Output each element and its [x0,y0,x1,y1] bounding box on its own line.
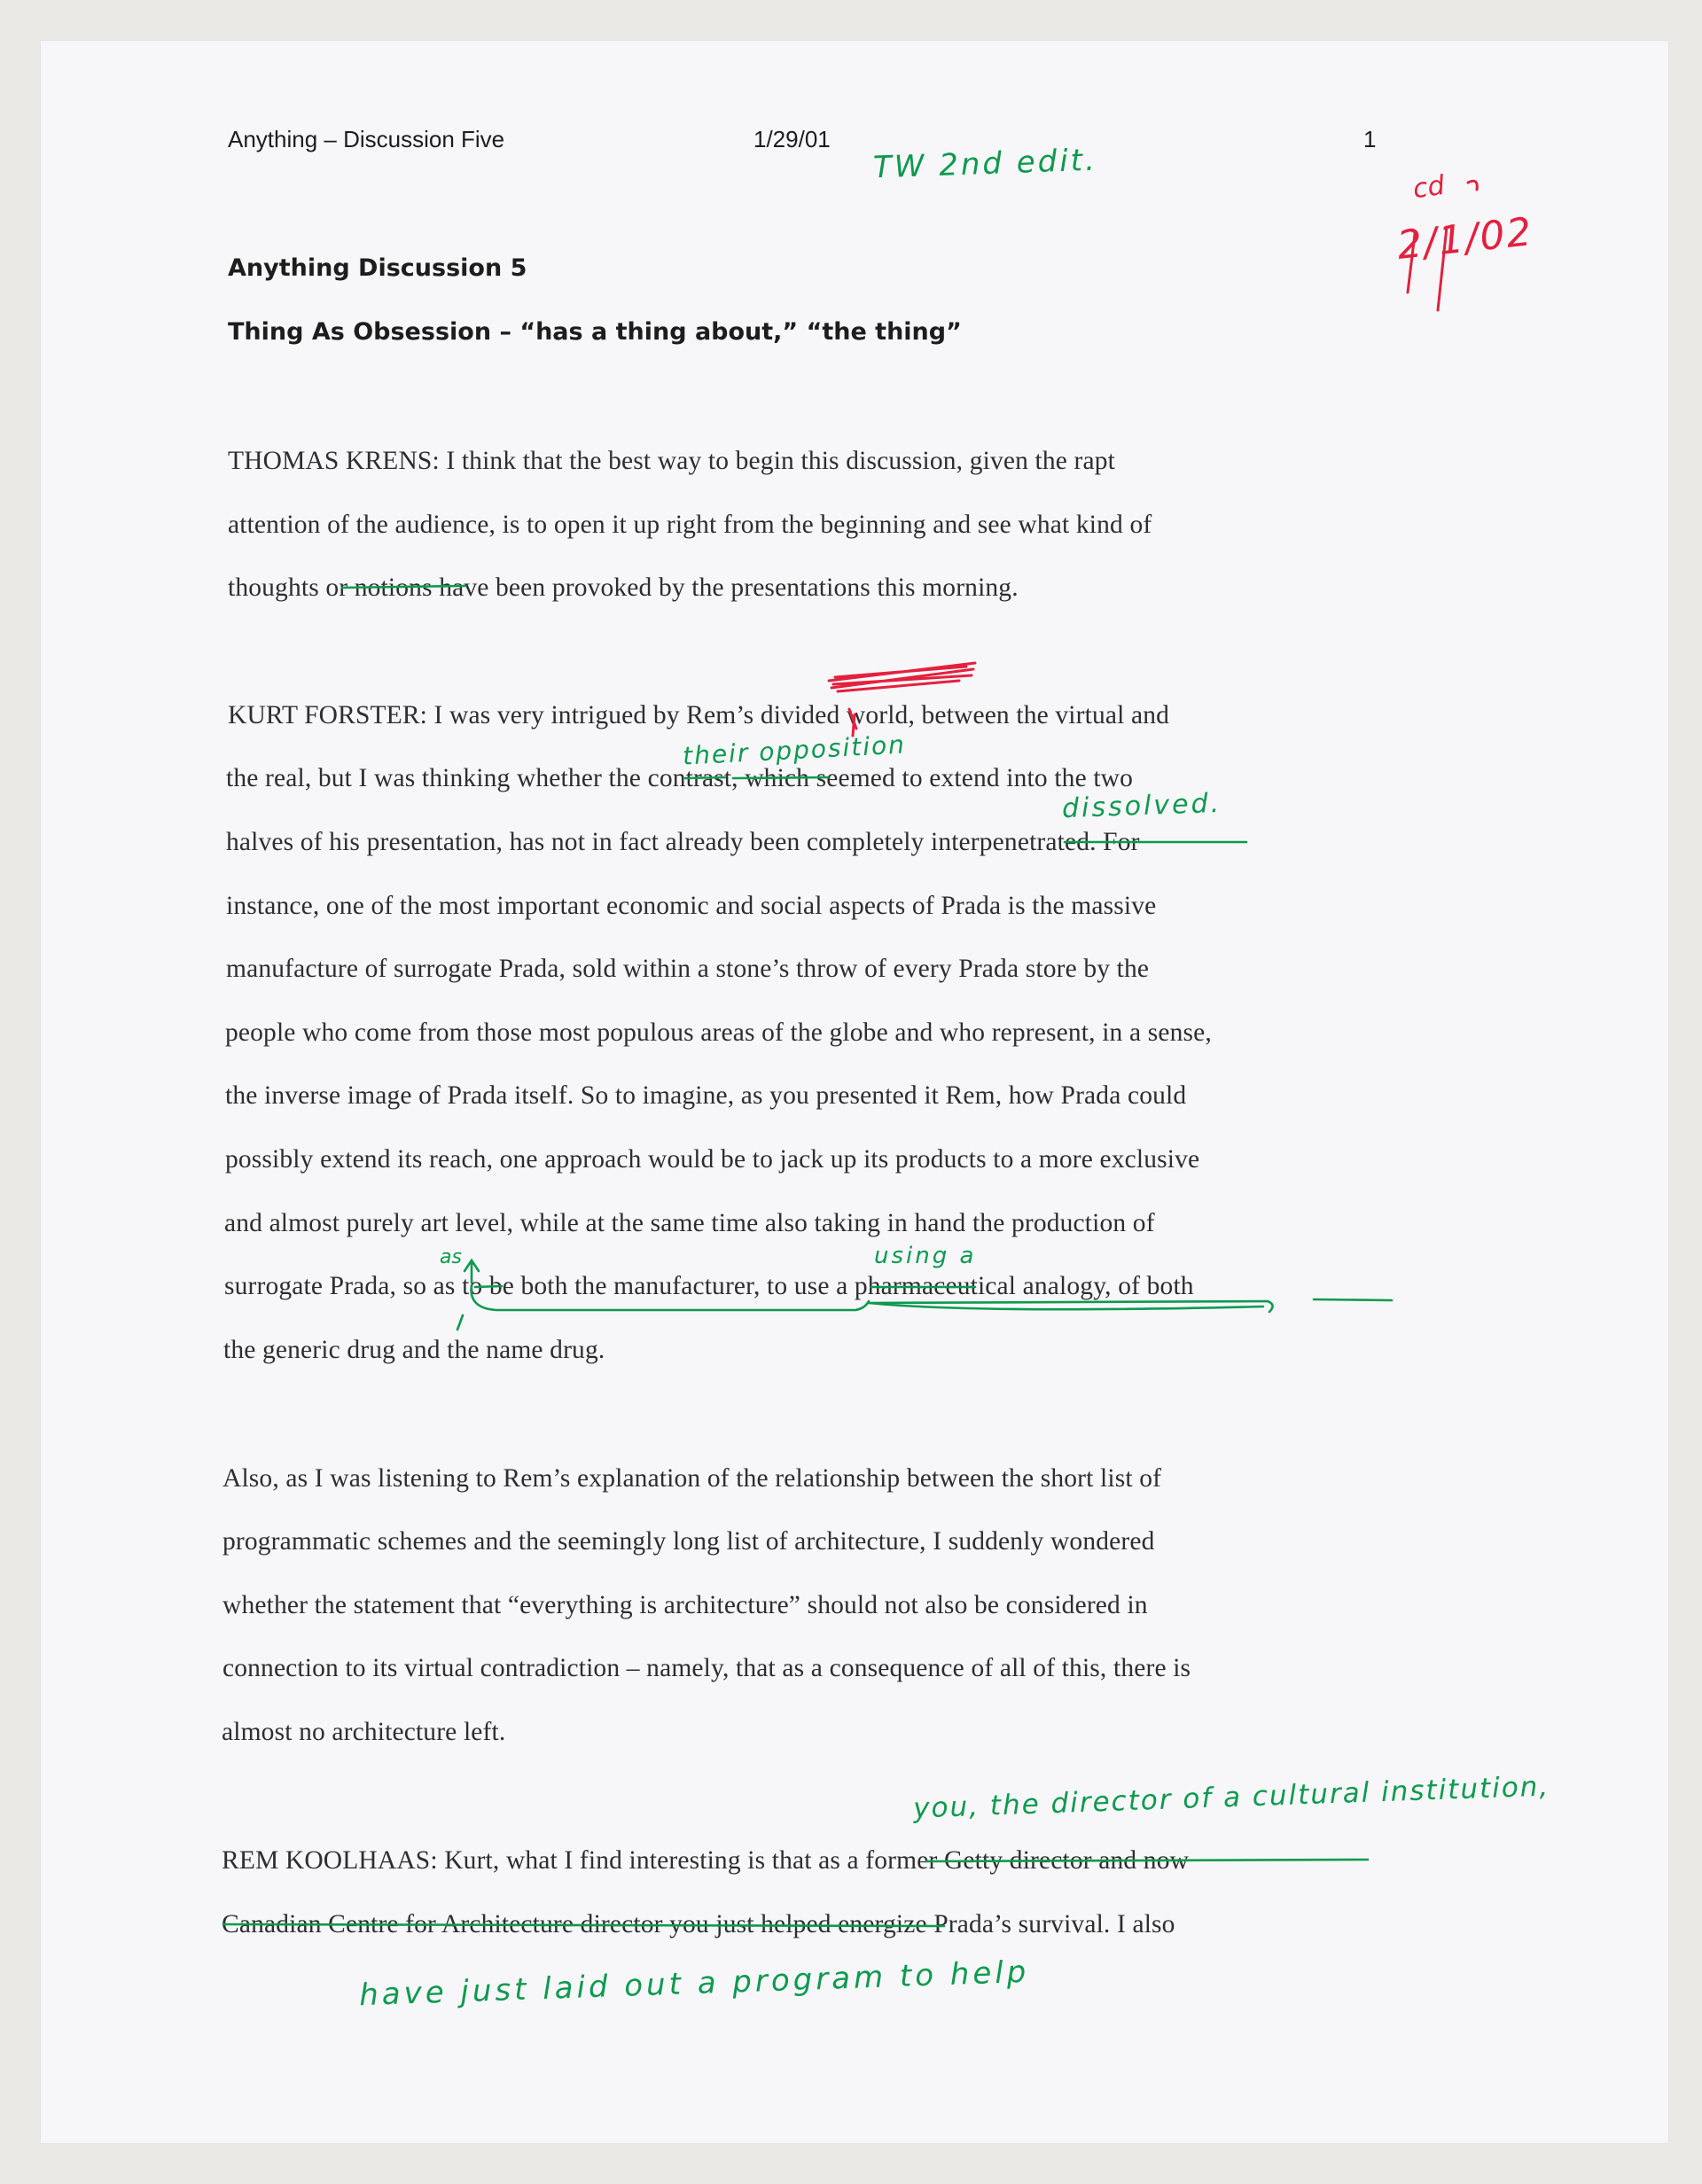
using-a-annotation: using a [874,1243,977,1269]
header-date: 1/29/01 [753,126,831,152]
dissolved-annotation: dissolved. [1061,787,1222,825]
date-annotation: 2/1/02 [1394,209,1535,269]
struck-text: nterpenetrated [938,828,1090,856]
document-title: Anything Discussion 5 [228,254,527,282]
as-annotation: as [440,1246,462,1268]
struck-text: to use a [767,1272,848,1300]
struck-text: contrast [647,764,732,792]
have-just-annotation: have just laid out a program to help [358,1954,1030,2014]
forster-line-5: manufacture of surrogate Prada, sold within a stone’s throw of every Prada store by the [226,955,1150,983]
initials-annotation: cd [1410,169,1447,206]
forster-line-6: people who come from those most populous areas of the globe and who represent, in a sense, [225,1018,1212,1047]
struck-text: Canadian Centre for Architecture director you just helped [222,1910,831,1938]
header-title: Anything – Discussion Five [228,126,505,152]
krens-line-2: attention of the audience, is to open it up right from the beginning and see what kind of [228,511,1152,539]
krens-line-1: THOMAS KRENS: I think that the best way to begin this discussion, given the rapt [228,447,1115,475]
page-number: 1 [1363,126,1377,152]
forster-line-9: and almost purely art level, while at the same time also taking in hand the production of [224,1209,1155,1237]
struck-text: as a former Getty director and now [818,1846,1190,1875]
edit-note-annotation: TW 2nd edit. [872,142,1098,186]
forster-line-10: surrogate Prada, so as to be both the manufacturer, to use a pharmaceutical analogy, of both [224,1272,1194,1300]
document-subtitle: Thing As Obsession – “has a thing about,” “the thing” [228,318,962,346]
forster-line-8: possibly extend its reach, one approach would be to jack up its products to a more exclusive [225,1145,1200,1174]
also-line-5: almost no architecture left. [222,1718,506,1746]
struck-text: as [433,1272,456,1300]
also-line-1: Also, as I was listening to Rem’s explanation of the relationship between the short list of [223,1464,1162,1493]
forster-line-3: halves of his presentation, has not in fact already been completely interpenetrated. For [226,828,1140,856]
koolhaas-line-1: REM KOOLHAAS: Kurt, what I find interesting is that as a former Getty director and now [222,1846,1190,1875]
director-annotation: you, the director of a cultural institution, [912,1770,1550,1825]
koolhaas-line-2: Canadian Centre for Architecture director you just helped energize Prada’s survival. I also [222,1910,1175,1938]
struck-text: both [1146,1272,1194,1300]
forster-line-2: the real, but I was thinking whether the contrast, which seemed to extend into the two [226,764,1134,792]
their-opposition-annotation: their opposition [682,729,907,771]
krens-line-3: thoughts or notions have been provoked by the presentations this morning. [228,573,1019,602]
struck-text: the [608,764,642,792]
also-line-4: connection to its virtual contradiction – namely, that as a consequence of all of this, there is [223,1654,1191,1682]
forster-line-1: KURT FORSTER: I was very intrigued by Rem’s divided world, between the virtual and [228,701,1169,729]
forster-line-7: the inverse image of Prada itself. So to imagine, as you presented it Rem, how Prada could [225,1081,1187,1110]
also-line-3: whether the statement that “everything is architecture” should not also be considered in [223,1591,1148,1619]
forster-line-4: instance, one of the most important economic and social aspects of Prada is the massive [226,892,1157,920]
also-line-2: programmatic schemes and the seemingly long list of architecture, I suddenly wondered [223,1527,1155,1556]
forster-line-11: the generic drug and the name drug. [223,1336,605,1364]
struck-text: or notions [325,573,433,602]
